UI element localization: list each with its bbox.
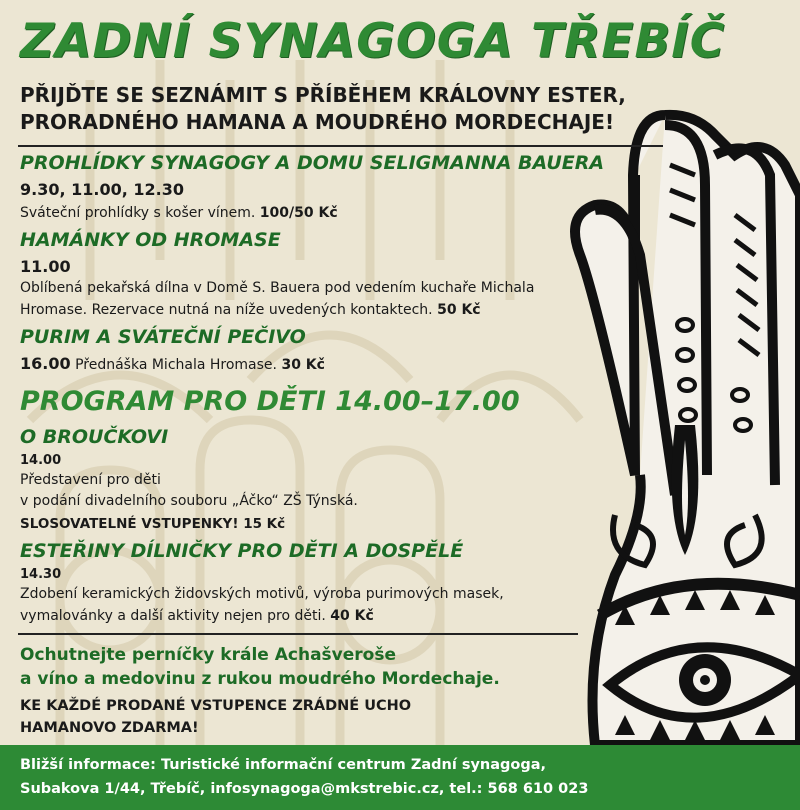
broucek-heading: O BROUČKOVI <box>20 426 169 448</box>
broucek-line1: Představení pro děti <box>20 472 161 488</box>
footer-text <box>20 753 588 801</box>
purim-desc: Přednáška Michala Hromase. <box>75 357 277 373</box>
tasting-text <box>20 643 500 691</box>
tours-times: 9.30, 11.00, 12.30 <box>20 180 184 199</box>
dilnicky-heading: ESTEŘINY DÍLNIČKY PRO DĚTI A DOSPĚLÉ <box>20 540 464 562</box>
tours-description <box>20 202 338 224</box>
hamanky-heading: HAMÁNKY OD HROMASE <box>20 229 281 251</box>
purim-time: 16.00 <box>20 354 71 373</box>
broucek-note: SLOSOVATELNÉ VSTUPENKY! 15 Kč <box>20 516 286 532</box>
purim-line <box>20 353 325 376</box>
divider <box>18 145 663 147</box>
bonus-text <box>20 695 411 739</box>
hamanky-time: 11.00 <box>20 257 71 276</box>
hamanky-line2-wrap <box>20 299 481 321</box>
subtitle-line: PŘIJĎTE SE SEZNÁMIT S PŘÍBĚHEM KRÁLOVNY ESTER, <box>20 83 626 107</box>
hamanky-line2: Hromase. Rezervace nutná na níže uvedených kontaktech. <box>20 302 433 318</box>
bonus-line: KE KAŽDÉ PRODANÉ VSTUPENCE ZRÁDNÉ UCHO <box>20 698 412 714</box>
hamanky-line1: Oblíbená pekařská dílna v Domě S. Bauera pod vedením kuchaře Michala <box>20 280 535 296</box>
footer-line: Bližší informace: Turistické informační centrum Zadní synagoga, <box>20 757 547 773</box>
purim-price: 30 Kč <box>281 357 325 373</box>
tasting-line: Ochutnejte perníčky krále Achašveroše <box>20 645 396 665</box>
tours-price: 100/50 Kč <box>259 205 338 221</box>
tours-heading: PROHLÍDKY SYNAGOGY A DOMU SELIGMANNA BAUERA <box>20 152 605 174</box>
kids-heading: PROGRAM PRO DĚTI 14.00–17.00 <box>20 386 520 417</box>
dilnicky-line2: vymalovánky a další aktivity nejen pro děti. <box>20 608 326 624</box>
purim-heading: PURIM A SVÁTEČNÍ PEČIVO <box>20 326 306 348</box>
tours-desc: Sváteční prohlídky s košer vínem. <box>20 205 256 221</box>
hamsa-hand-icon <box>555 95 800 745</box>
broucek-line2: v podání divadelního souboru „Áčko“ ZŠ Týnská. <box>20 493 358 509</box>
broucek-time: 14.00 <box>20 453 62 468</box>
hamanky-price: 50 Kč <box>437 302 481 318</box>
tasting-line: a víno a medovinu z rukou moudrého Mordechaje. <box>20 669 500 689</box>
dilnicky-line2-wrap <box>20 605 374 627</box>
dilnicky-line1: Zdobení keramických židovských motivů, výroba purimových masek, <box>20 586 504 602</box>
footer-line: Subakova 1/44, Třebíč, infosynagoga@mkstrebic.cz, tel.: 568 610 023 <box>20 781 589 797</box>
footer <box>0 745 800 810</box>
divider <box>18 633 578 635</box>
subtitle-line: PRORADNÉHO HAMANA A MOUDRÉHO MORDECHAJE! <box>20 110 615 134</box>
dilnicky-time: 14.30 <box>20 567 62 582</box>
dilnicky-price: 40 Kč <box>330 608 374 624</box>
page-title: ZADNÍ SYNAGOGA TŘEBÍČ <box>20 14 726 69</box>
bonus-line: HAMANOVO ZDARMA! <box>20 720 199 736</box>
subtitle <box>20 82 626 136</box>
